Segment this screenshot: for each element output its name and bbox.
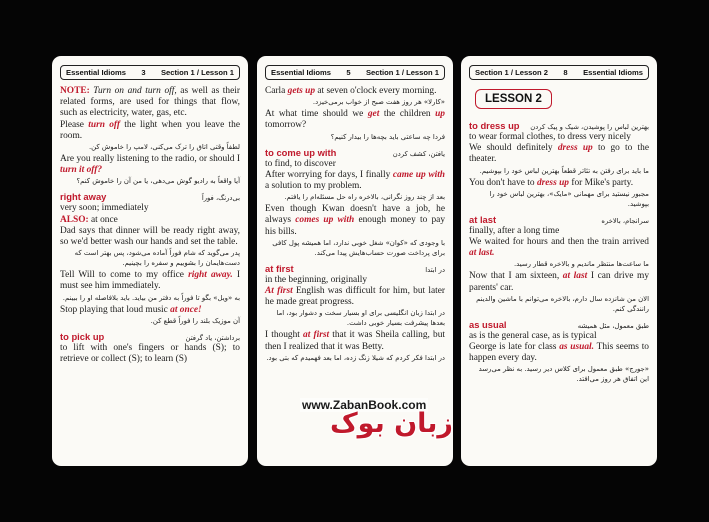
example-text: Now that I am sixteen, [469, 271, 560, 282]
flashcard-page-8 [461, 56, 657, 466]
example-sentence [60, 154, 240, 176]
example-text: for Mike's party. [571, 177, 634, 188]
persian-translation: آن موزیک بلند را فوراً قطع کن. [150, 316, 240, 325]
example-text: the light when you leave the room. [60, 119, 241, 141]
header-page-number: 8 [563, 68, 568, 77]
example-text: the children [383, 109, 431, 120]
example-sentence [469, 237, 649, 259]
example-text: Tell Will to come to my office [60, 270, 184, 281]
example-text: enough money to pay his bills. [265, 215, 446, 237]
example-sentence: Dad says that dinner will be ready right away, so we'd better wash our hands and set the table. [60, 225, 240, 248]
header-book-title: Essential Idioms [66, 68, 126, 77]
example-sentence [60, 270, 240, 292]
example-text: Stop playing that loud music [60, 304, 168, 315]
example-keyword: At first [265, 286, 293, 297]
idiom-persian: سرانجام، بالاخره [601, 216, 649, 225]
card-header [60, 65, 240, 80]
example-text: This seems to happen every day. [469, 342, 649, 364]
header-section: Section 1 / Lesson 2 [475, 68, 549, 77]
example-text: After worrying for days, I finally [265, 169, 391, 180]
example-keyword: came up [392, 169, 426, 180]
example-keyword: get [367, 109, 380, 120]
note-label: NOTE: [60, 86, 90, 96]
example-text: At what time should we [265, 109, 364, 120]
example-sentence [265, 204, 445, 238]
example-keyword: with [428, 169, 446, 180]
example-keyword: up [435, 109, 445, 120]
example-text: at seven o'clock every morning. [317, 86, 437, 96]
watermark-url: www.ZabanBook.com [302, 398, 427, 412]
persian-translation: ما ساعت‌ها منتظر ماندیم و بالاخره قطار رسید. [513, 260, 649, 269]
example-text: I can drive my parents' car. [469, 271, 650, 293]
example-sentence [60, 305, 240, 316]
note-text: as well as their related forms, are used for things that flow, such as electricity, water, gas, etc. [60, 86, 240, 119]
example-keyword: gets up [287, 86, 316, 96]
example-text: a solution to my problem. [265, 181, 362, 192]
persian-translation: ما باید برای رفتن به تئاتر قطعاً بهترین لباس خود را بپوشیم. [479, 166, 649, 175]
idiom-definition: very soon; immediately [60, 203, 149, 214]
idiom-definition: to find, to discover [265, 158, 336, 169]
example-sentence [265, 109, 445, 131]
example-sentence [265, 170, 445, 192]
persian-translation: در ابتدا زبان انگلیسی برای او بسیار سخت و دشوار بود، اما بعدها پیشرفت بسیار خوبی داشت. [276, 309, 445, 328]
idiom-persian: یافتن، کشف کردن [392, 149, 445, 158]
idiom-persian: طبق معمول، مثل همیشه [577, 321, 649, 330]
example-keyword: at first [303, 330, 330, 341]
example-text: Are you really listening to the radio, or should I [60, 154, 240, 165]
idiom-title: to dress up [469, 120, 520, 131]
idiom-heading [60, 191, 240, 202]
example-text: We should definitely [469, 143, 553, 154]
idiom-title: to come up with [265, 146, 337, 158]
example-keyword: comes up with [295, 215, 355, 226]
idiom-heading [469, 214, 649, 225]
idiom-title: right away [60, 191, 107, 203]
example-text: that it was Sheila calling, but then I realized that it was Betty. [265, 330, 446, 352]
example-text: I thought [265, 330, 300, 341]
example-text: to go to the theater. [469, 143, 649, 165]
idiom-persian: برداشتن، یاد گرفتن [185, 333, 240, 342]
persian-translation: لطفاً وقتی اتاق را ترک می‌کنی، لامپ را خاموش کن. [88, 143, 240, 152]
example-sentence [469, 143, 649, 165]
persian-translation: مجبور نیستید برای مهمانی «مایک»، بهترین لباس خود را بپوشید. [489, 189, 649, 208]
idiom-definition: to wear formal clothes, to dress very nicely [469, 132, 631, 142]
example-text: You don't have to [469, 177, 535, 188]
example-sentence [60, 120, 240, 142]
idiom-title: at last [469, 213, 497, 225]
example-keyword: dress up [557, 143, 593, 154]
example-text: Please [60, 119, 84, 130]
also-line [60, 215, 240, 226]
idiom-title: to pick up [60, 330, 105, 342]
idiom-heading [469, 319, 649, 330]
persian-translation: در ابتدا فکر کردم که شیلا زنگ زده، اما بعد فهمیدم که بتی بود. [266, 353, 445, 362]
persian-translation: فردا چه ساعتی باید بچه‌ها را بیدار کنیم؟ [330, 132, 445, 141]
header-book-title: Essential Idioms [583, 68, 643, 77]
example-sentence [469, 342, 649, 364]
persian-translation: «کارلا» هر روز هفت صبح از خواب برمی‌خیزد. [312, 98, 445, 107]
header-page-number: 3 [141, 68, 146, 77]
example-keyword: as usual. [559, 342, 594, 353]
example-text: tomorrow? [265, 120, 307, 131]
example-keyword: turn off [88, 119, 120, 130]
persian-translation: الان من شانزده سال دارم، بالاخره می‌توانم با ماشین والدینم رانندگی کنم. [476, 294, 649, 313]
example-keyword: at last [562, 271, 588, 282]
idiom-persian: بی‌درنگ، فوراً [201, 194, 240, 203]
watermark-logo: زبان بوک [330, 408, 453, 439]
header-section: Section 1 / Lesson 1 [160, 68, 234, 77]
persian-translation: آیا واقعاً به رادیو گوش می‌دهی، یا من آن را خاموش کنم؟ [76, 177, 240, 186]
lesson-badge: LESSON 2 [475, 89, 552, 109]
example-keyword: dress up [536, 177, 569, 188]
persian-translation: «جورج» طبق معمول برای کلاس دیر رسید. به نظر می‌رسد این اتفاق هر روز می‌افتد. [478, 365, 649, 384]
example-keyword: at last. [469, 248, 495, 259]
persian-translation: به «ویل» بگو تا فوراً به دفتر من بیاید. باید بلافاصله او را ببینم. [62, 293, 240, 302]
example-text: I must see him immediately. [60, 270, 241, 292]
idiom-heading [60, 331, 240, 342]
example-keyword: right away. [188, 270, 233, 281]
idiom-definition: as is the general case, as is typical [469, 330, 597, 341]
idiom-heading [265, 263, 445, 274]
also-label: ALSO: [60, 214, 89, 225]
example-keyword: turn it off? [60, 165, 103, 176]
example-sentence [469, 178, 649, 189]
example-sentence [265, 86, 445, 97]
example-sentence [469, 271, 649, 293]
example-text: Carla [265, 86, 286, 96]
idiom-persian: بهترین لباس را پوشیدن، شیک و پیک کردن [530, 123, 649, 131]
flashcard-page-3 [52, 56, 248, 466]
example-text: George is late for class [469, 342, 557, 353]
idiom-persian: در ابتدا [425, 265, 445, 274]
idiom-definition: in the beginning, originally [265, 274, 368, 285]
example-keyword: at once! [170, 304, 202, 315]
card-header [265, 65, 445, 80]
idiom-definition: to lift with one's fingers or hands (S); to retrieve or collect (S); to learn (S) [60, 342, 240, 365]
idiom-heading [265, 147, 445, 158]
persian-translation: با وجودی که «کوان» شغل خوبی ندارد، اما همیشه پول کافی برای پرداخت صورت حساب‌هایش پیدا می‌کند. [272, 238, 445, 257]
example-text: English was difficult for him, but later he made great progress. [265, 286, 445, 308]
example-text: We waited for hours and then the train arrived [469, 237, 649, 248]
also-text: at once [91, 214, 118, 225]
example-sentence [265, 330, 445, 352]
persian-translation: بعد از چند روز نگرانی، بالاخره راه حل مسئله‌ام را یافتم. [284, 193, 445, 202]
persian-translation: پدر می‌گوید که شام فوراً آماده می‌شود، پس بهتر است که دست‌هایمان را بشوییم و سفره را بچینیم. [74, 249, 240, 268]
idiom-definition: finally, after a long time [469, 225, 560, 236]
idiom-title: as usual [469, 318, 507, 330]
example-text: Even though Kwan doesn't have a job, he always [265, 204, 445, 226]
idiom-title: at first [265, 262, 294, 274]
header-book-title: Essential Idioms [271, 68, 331, 77]
header-section: Section 1 / Lesson 1 [365, 68, 439, 77]
header-page-number: 5 [346, 68, 351, 77]
card-header [469, 65, 649, 80]
example-sentence [265, 286, 445, 308]
idiom-heading [469, 120, 649, 131]
note-italic: Turn on and turn off, [93, 86, 177, 96]
note-paragraph [60, 86, 240, 120]
